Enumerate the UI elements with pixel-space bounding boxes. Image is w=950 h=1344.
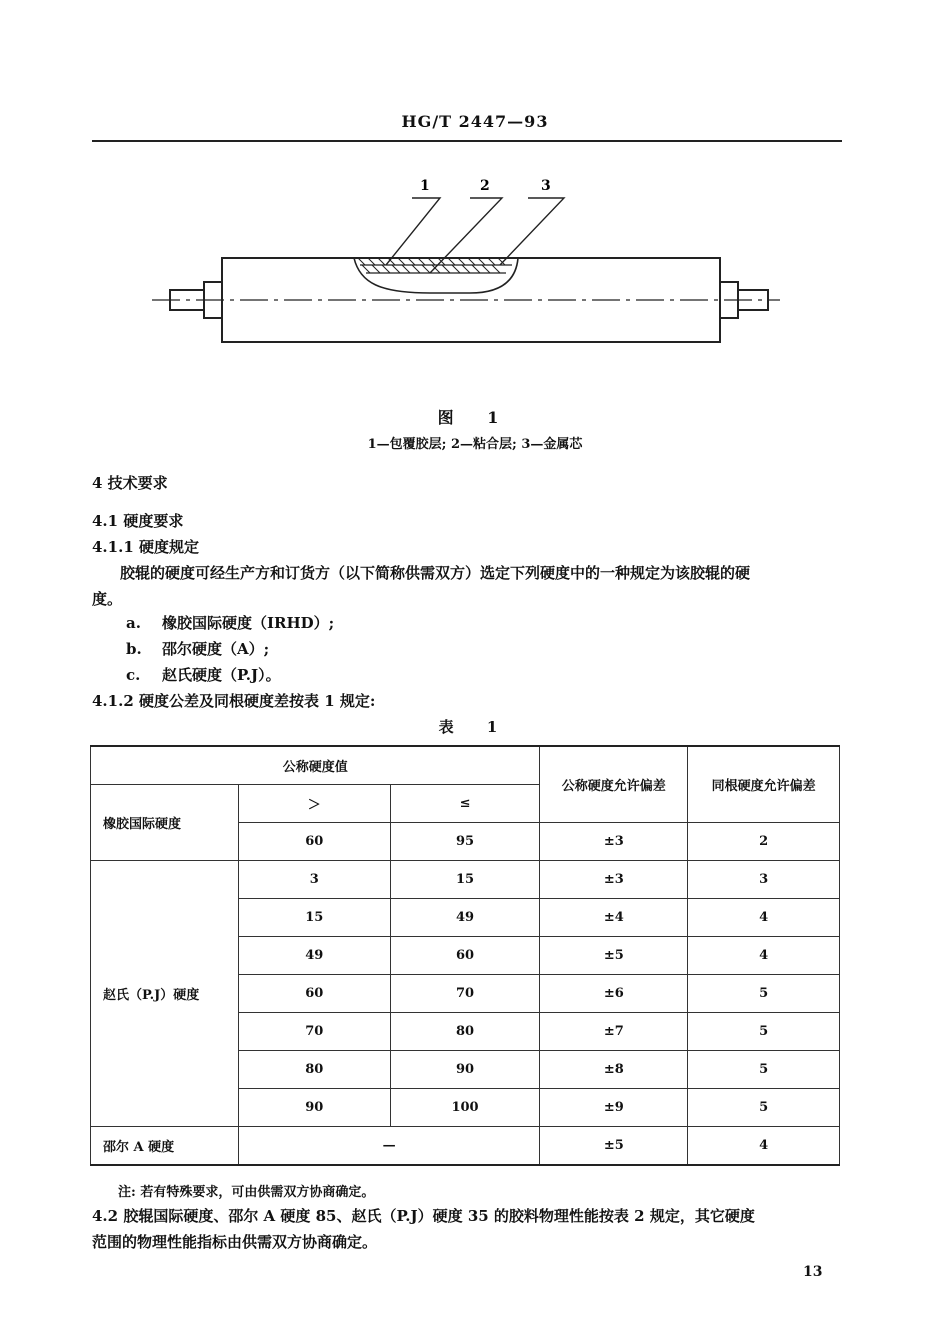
cell-diff: 5 (688, 1051, 840, 1089)
nominal-hardness-header: 公称硬度值 (91, 746, 540, 785)
shore-a-label: 邵尔 A 硬度 (91, 1127, 239, 1166)
cell-le: 70 (390, 975, 540, 1013)
cell-gt: 80 (238, 1051, 390, 1089)
cell-tolerance: ±5 (540, 1127, 688, 1166)
cell-tolerance: ±9 (540, 1089, 688, 1127)
table-title: 表 1 (438, 718, 512, 736)
tolerance-header: 公称硬度允许偏差 (540, 746, 688, 823)
cell-gt: 90 (238, 1089, 390, 1127)
cell-tolerance: ±6 (540, 975, 688, 1013)
cell-gt: 70 (238, 1013, 390, 1051)
leader-lines (386, 198, 564, 273)
cell-tolerance: ±8 (540, 1051, 688, 1089)
same-roll-diff-header: 同根硬度允许偏差 (688, 746, 840, 823)
figure-caption: 1—包覆胶层; 2—粘合层; 3—金属芯 (367, 437, 583, 452)
cell-gt: 60 (238, 975, 390, 1013)
section-4-2-line: 4.2 胶辊国际硬度、邵尔 A 硬度 85、赵氏（P.J）硬度 35 的胶料物理性能按表 2 规定，其它硬度 (92, 1207, 755, 1225)
section-4-1-2-heading: 4.1.2 硬度公差及同根硬度差按表 1 规定: (92, 692, 376, 710)
section-4-1-heading: 4.1 硬度要求 (92, 512, 184, 530)
cell-tolerance: ±3 (540, 823, 688, 861)
roller-figure (140, 165, 820, 385)
table-header-row (91, 746, 840, 785)
list-text: 赵氏硬度（P.J）。 (162, 666, 281, 684)
list-marker: b. (126, 640, 142, 658)
section-4-2-line: 范围的物理性能指标由供需双方协商确定。 (92, 1233, 378, 1251)
cell-diff: 5 (688, 975, 840, 1013)
pj-hardness-label: 赵氏（P.J）硬度 (91, 861, 239, 1127)
gt-header: ＞ (238, 785, 390, 823)
cell-le: 15 (390, 861, 540, 899)
cell-gt: 49 (238, 937, 390, 975)
list-marker: c. (126, 666, 141, 684)
list-item (126, 664, 281, 686)
cell-gt: 60 (238, 823, 390, 861)
header-rule (92, 140, 842, 142)
list-marker: a. (126, 614, 141, 632)
cell-diff: 2 (688, 823, 840, 861)
standard-code: HG/T 2447—93 (401, 112, 549, 131)
paragraph-line: 胶辊的硬度可经生产方和订货方（以下简称供需双方）选定下列硬度中的一种规定为该胶辊的硬 (120, 564, 751, 582)
list-item (126, 612, 334, 634)
figure-label-1: 1 (420, 178, 430, 194)
cell-diff: 4 (688, 1127, 840, 1166)
cell-diff: 4 (688, 899, 840, 937)
cell-diff: 4 (688, 937, 840, 975)
cell-range: — (238, 1127, 540, 1166)
cell-le: 100 (390, 1089, 540, 1127)
rubber-irhd-label: 橡胶国际硬度 (91, 785, 239, 861)
section-4-1-1-heading: 4.1.1 硬度规定 (92, 538, 199, 556)
section-4-heading: 4 技术要求 (92, 474, 168, 492)
cell-gt: 15 (238, 899, 390, 937)
paragraph-line: 度。 (92, 590, 123, 608)
roller-drawing (152, 258, 780, 342)
cell-diff: 3 (688, 861, 840, 899)
figure-title: 图 1 (437, 408, 513, 427)
page-number: 13 (803, 1264, 823, 1280)
table-note: 注: 若有特殊要求，可由供需双方协商确定。 (118, 1185, 375, 1200)
table-row (91, 861, 840, 899)
figure-label-2: 2 (480, 178, 490, 194)
list-item (126, 638, 269, 660)
hardness-table (90, 745, 840, 1166)
cell-le: 90 (390, 1051, 540, 1089)
cell-le: 95 (390, 823, 540, 861)
list-text: 橡胶国际硬度（IRHD）; (162, 614, 335, 632)
cell-gt: 3 (238, 861, 390, 899)
le-header: ≤ (390, 785, 540, 823)
cell-tolerance: ±7 (540, 1013, 688, 1051)
cell-le: 49 (390, 899, 540, 937)
cell-tolerance: ±4 (540, 899, 688, 937)
cell-diff: 5 (688, 1089, 840, 1127)
figure-label-3: 3 (541, 178, 551, 194)
cell-tolerance: ±5 (540, 937, 688, 975)
table-row (91, 1127, 840, 1166)
cell-tolerance: ±3 (540, 861, 688, 899)
cell-le: 80 (390, 1013, 540, 1051)
cell-diff: 5 (688, 1013, 840, 1051)
list-text: 邵尔硬度（A）; (162, 640, 270, 658)
cell-le: 60 (390, 937, 540, 975)
